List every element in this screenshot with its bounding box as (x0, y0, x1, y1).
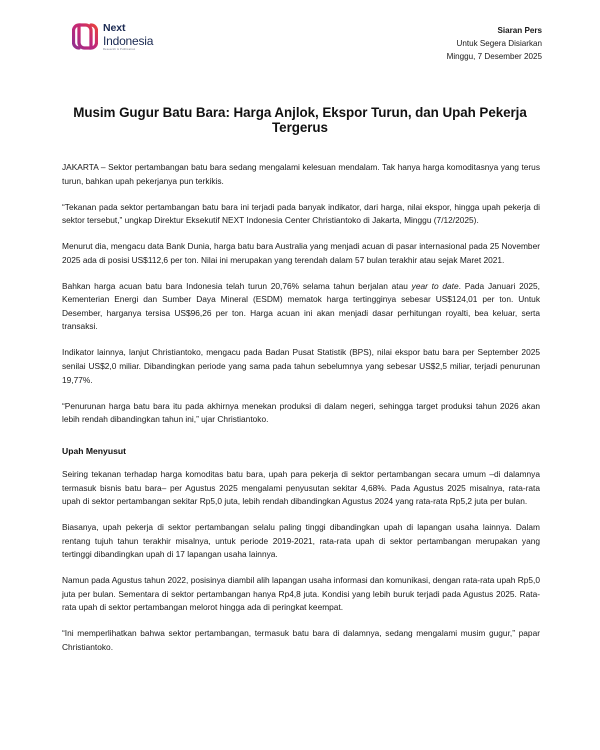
next-indonesia-n-monogram-icon (72, 23, 98, 50)
brand-tagline: Research & Publication (103, 47, 136, 52)
brand-wordmark (103, 22, 153, 52)
paragraph-ytd-price (62, 280, 540, 334)
paragraph-ytd-pre: Bahkan harga acuan batu bara Indonesia telah turun 20,76% selama tahun berjalan atau (62, 280, 412, 291)
paragraph-wage-ranking: Biasanya, upah pekerja di sektor pertambangan selalu paling tinggi dibandingkan upah di lapangan usaha lainnya. Dalam rentang tujuh tahun terakhir misalnya, untuk periode 2019-2021, rata-rata upah di sektor pertambangan merupakan yang tertinggi dibandingkan upah di 17 lapangan usaha lainnya. (62, 522, 540, 560)
section-heading-wages: Upah Menyusut (62, 445, 126, 456)
paragraph-quote-autumn: “Ini memperlihatkan bahwa sektor pertambangan, termasuk batu bara di dalamnya, sedang mengalami musim gugur,” papar Christiantoko. (62, 628, 540, 652)
brand-name-top: Next (103, 22, 126, 34)
release-note: Untuk Segera Disiarkan (456, 39, 542, 49)
article-body (0, 135, 600, 654)
paragraph-lead: JAKARTA – Sektor pertambangan batu bara sedang mengalami kelesuan mendalam. Tak hanya harga komoditasnya yang terus turun, bahkan upah pekerjanya pun terkikis. (62, 162, 540, 186)
page-title: Musim Gugur Batu Bara: Harga Anjlok, Ekspor Turun, dan Upah Pekerja Tergerus (73, 105, 527, 136)
paragraph-wage-decline: Seiring tekanan terhadap harga komoditas batu bara, upah para pekerja di sektor pertambangan secara umum –di dalamnya termasuk bisnis batu bara– per Agustus 2025 mengalami penyusutan sekitar 4,68%. Pada Agustus 2025 misalnya, rata-rata upah di sektor pertambangan sekitar Rp5,0 juta, lebih rendah dibandingkan Agustus 2024 yang rata-rata Rp5,2 juta per bulan. (62, 469, 540, 507)
paragraph-export-value: Indikator lainnya, lanjut Christiantoko, mengacu pada Badan Pusat Statistik (BPS), nilai ekspor batu bara per September 2025 senilai US$2,0 miliar. Dibandingkan periode yang sama pada tahun sebelumnya yang sebesar US$2,5 miliar, terjadi penurunan 19,77%. (62, 347, 540, 385)
paragraph-ytd-post: . Pada Januari 2025, Kementerian Energi dan Sumber Daya Mineral (ESDM) mematok harga tertingginya sebesar US$124,01 per ton. Untuk Desember, harganya tersisa US$96,26 per ton. Harga acuan ini akan menjadi dasar perhitungan royalti, bea keluar, serta transaksi. (62, 280, 540, 332)
document-header (0, 0, 600, 63)
brand-name-bottom: Indonesia (103, 33, 154, 48)
paragraph-quote-production: “Penurunan harga batu bara itu pada akhirnya menekan produksi di dalam negeri, sehingga target produksi tahun 2026 akan lebih rendah dibandingkan tahun ini,” ujar Christiantoko. (62, 400, 540, 425)
paragraph-wage-overtaken: Namun pada Agustus tahun 2022, posisinya diambil alih lapangan usaha informasi dan komunikasi, dengan rata-rata upah Rp5,0 juta per bulan. Sementara di sektor pertambangan hanya Rp4,8 juta. Kondisi yang lebih buruk terjadi pada Agustus 2025. Rata-rata upah di sektor pertambangan melorot hingga ada di peringkat keempat. (62, 575, 540, 613)
release-meta (447, 22, 542, 63)
paragraph-world-bank-price: Menurut dia, mengacu data Bank Dunia, harga batu bara Australia yang menjadi acuan di pasar internasional pada 25 November 2025 ada di posisi US$112,6 per ton. Nilai ini merupakan yang terendah dalam 57 bulan terakhir atau sejak Maret 2021. (62, 241, 540, 265)
release-label: Siaran Pers (497, 26, 542, 35)
paragraph-ytd-italic: year to date (411, 280, 459, 291)
paragraph-quote-pressure: “Tekanan pada sektor pertambangan batu bara ini terjadi pada banyak indikator, dari harga, nilai ekspor, hingga upah pekerja di sektor tersebut,” ungkap Direktur Eksekutif NEXT Indonesia Center Christiantoko di Jakarta, Minggu (7/12/2025). (62, 201, 540, 226)
brand-logo (72, 22, 153, 52)
release-date: Minggu, 7 Desember 2025 (446, 52, 542, 62)
